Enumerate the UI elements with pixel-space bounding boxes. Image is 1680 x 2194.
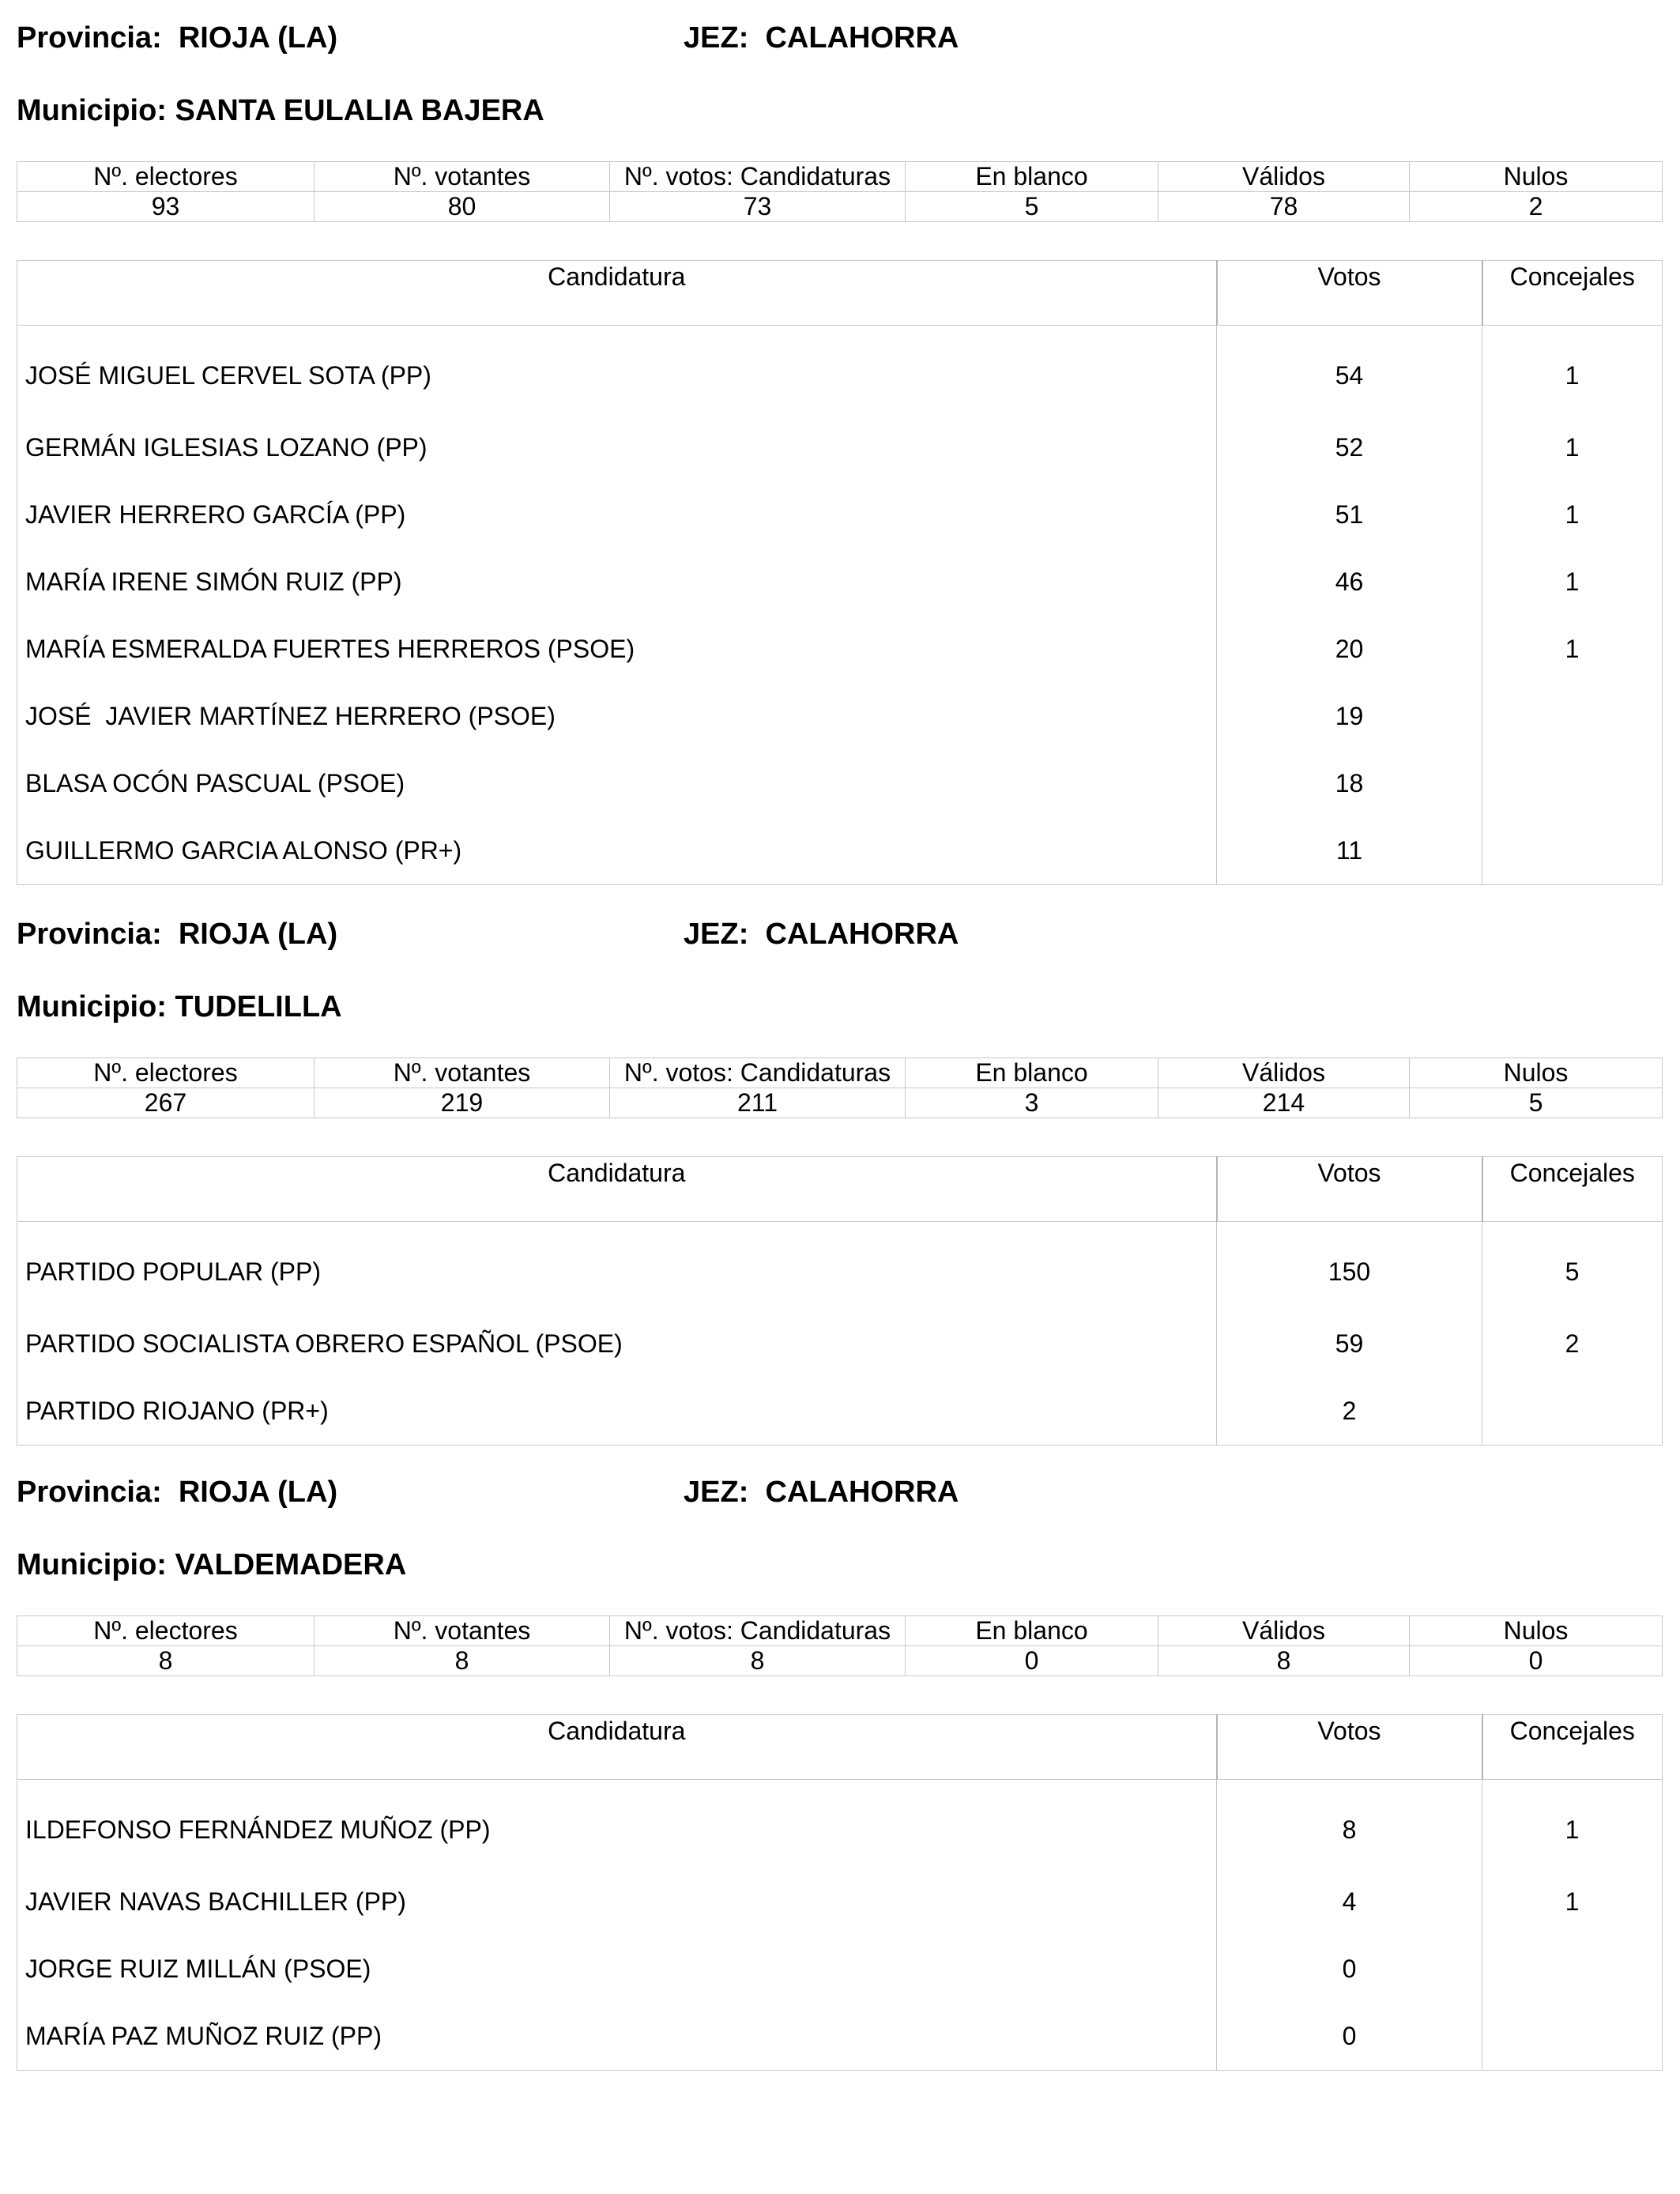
- candidate-concejales: [1482, 683, 1663, 750]
- section-header: [17, 910, 1662, 958]
- candidate-concejales: 1: [1482, 616, 1663, 683]
- municipio-section: [17, 1468, 1662, 2071]
- value-votos-candidaturas: 8: [610, 1646, 906, 1676]
- candidate-votes: 20: [1217, 616, 1482, 683]
- table-row: [17, 683, 1663, 750]
- table-row: [17, 1310, 1663, 1378]
- header-votantes: Nº. votantes: [315, 162, 610, 192]
- candidate-votes: 150: [1217, 1222, 1482, 1311]
- provincia-heading: Provincia: RIOJA (LA): [17, 1476, 338, 1509]
- header-nulos: Nulos: [1410, 1616, 1663, 1646]
- header-votos: Votos: [1217, 1157, 1482, 1222]
- candidate-votes: 8: [1217, 1780, 1482, 1869]
- table-row: [17, 1936, 1663, 2003]
- summary-header-row: [17, 1616, 1663, 1646]
- candidate-name: JAVIER HERRERO GARCÍA (PP): [17, 481, 1217, 548]
- candidate-concejales: 2: [1482, 1310, 1663, 1378]
- municipio-heading: Municipio: SANTA EULALIA BAJERA: [17, 94, 544, 127]
- header-candidatura: Candidatura: [17, 261, 1217, 326]
- value-nulos: 2: [1410, 192, 1663, 222]
- value-votantes: 80: [315, 192, 610, 222]
- candidate-votes: 59: [1217, 1310, 1482, 1378]
- table-row: [17, 817, 1663, 885]
- candidate-name: JAVIER NAVAS BACHILLER (PP): [17, 1868, 1217, 1936]
- candidate-votes: 19: [1217, 683, 1482, 750]
- candidate-concejales: 1: [1482, 1780, 1663, 1869]
- value-nulos: 5: [1410, 1088, 1663, 1118]
- table-row: [17, 1780, 1663, 1869]
- candidate-votes: 18: [1217, 750, 1482, 817]
- candidate-votes: 0: [1217, 1936, 1482, 2003]
- header-concejales: Concejales: [1482, 1157, 1663, 1222]
- table-row: [17, 750, 1663, 817]
- provincia-heading: Provincia: RIOJA (LA): [17, 918, 338, 951]
- candidate-name: GUILLERMO GARCIA ALONSO (PR+): [17, 817, 1217, 885]
- candidate-concejales: 1: [1482, 548, 1663, 616]
- summary-value-row: [17, 192, 1663, 222]
- value-electores: 267: [17, 1088, 315, 1118]
- header-votos: Votos: [1217, 1715, 1482, 1780]
- value-en-blanco: 5: [906, 192, 1158, 222]
- candidate-votes: 51: [1217, 481, 1482, 548]
- candidates-header-row: [17, 1157, 1663, 1222]
- candidates-header-row: [17, 1715, 1663, 1780]
- value-validos: 8: [1158, 1646, 1410, 1676]
- header-votos-candidaturas: Nº. votos: Candidaturas: [610, 1616, 906, 1646]
- header-en-blanco: En blanco: [906, 162, 1158, 192]
- summary-value-row: [17, 1646, 1663, 1676]
- candidate-name: MARÍA PAZ MUÑOZ RUIZ (PP): [17, 2003, 1217, 2071]
- value-en-blanco: 3: [906, 1088, 1158, 1118]
- header-candidatura: Candidatura: [17, 1715, 1217, 1780]
- jez-heading: JEZ: CALAHORRA: [684, 918, 959, 951]
- header-concejales: Concejales: [1482, 1715, 1663, 1780]
- candidate-name: JORGE RUIZ MILLÁN (PSOE): [17, 1936, 1217, 2003]
- candidate-votes: 11: [1217, 817, 1482, 885]
- value-nulos: 0: [1410, 1646, 1663, 1676]
- summary-header-row: [17, 162, 1663, 192]
- header-validos: Válidos: [1158, 1058, 1410, 1088]
- candidate-name: JOSÉ MIGUEL CERVEL SOTA (PP): [17, 326, 1217, 415]
- value-validos: 78: [1158, 192, 1410, 222]
- candidate-votes: 0: [1217, 2003, 1482, 2071]
- candidates-table: [17, 1714, 1663, 2071]
- candidate-votes: 46: [1217, 548, 1482, 616]
- candidate-concejales: [1482, 2003, 1663, 2071]
- candidate-concejales: 1: [1482, 1868, 1663, 1936]
- provincia-heading: Provincia: RIOJA (LA): [17, 21, 338, 55]
- header-votos-candidaturas: Nº. votos: Candidaturas: [610, 1058, 906, 1088]
- candidates-table: [17, 260, 1663, 885]
- candidate-concejales: 1: [1482, 326, 1663, 415]
- candidate-name: PARTIDO POPULAR (PP): [17, 1222, 1217, 1311]
- candidate-name: PARTIDO SOCIALISTA OBRERO ESPAÑOL (PSOE): [17, 1310, 1217, 1378]
- candidates-table: [17, 1156, 1663, 1446]
- candidate-votes: 2: [1217, 1378, 1482, 1446]
- candidate-concejales: 1: [1482, 481, 1663, 548]
- table-row: [17, 548, 1663, 616]
- candidate-votes: 52: [1217, 414, 1482, 481]
- header-en-blanco: En blanco: [906, 1616, 1158, 1646]
- value-validos: 214: [1158, 1088, 1410, 1118]
- table-row: [17, 414, 1663, 481]
- value-votos-candidaturas: 73: [610, 192, 906, 222]
- header-electores: Nº. electores: [17, 1058, 315, 1088]
- candidate-name: MARÍA ESMERALDA FUERTES HERREROS (PSOE): [17, 616, 1217, 683]
- header-en-blanco: En blanco: [906, 1058, 1158, 1088]
- jez-heading: JEZ: CALAHORRA: [684, 1476, 959, 1509]
- candidate-name: ILDEFONSO FERNÁNDEZ MUÑOZ (PP): [17, 1780, 1217, 1869]
- candidate-concejales: [1482, 1378, 1663, 1446]
- municipio-heading: Municipio: VALDEMADERA: [17, 1548, 407, 1581]
- summary-table: [17, 1057, 1663, 1118]
- value-electores: 93: [17, 192, 315, 222]
- municipio-section: [17, 14, 1662, 885]
- table-row: [17, 2003, 1663, 2071]
- section-header: [17, 14, 1662, 62]
- value-electores: 8: [17, 1646, 315, 1676]
- header-nulos: Nulos: [1410, 162, 1663, 192]
- header-votos-candidaturas: Nº. votos: Candidaturas: [610, 162, 906, 192]
- header-votos: Votos: [1217, 261, 1482, 326]
- candidate-name: GERMÁN IGLESIAS LOZANO (PP): [17, 414, 1217, 481]
- table-row: [17, 1868, 1663, 1936]
- table-row: [17, 1378, 1663, 1446]
- value-en-blanco: 0: [906, 1646, 1158, 1676]
- candidate-votes: 54: [1217, 326, 1482, 415]
- header-candidatura: Candidatura: [17, 1157, 1217, 1222]
- candidate-concejales: 5: [1482, 1222, 1663, 1311]
- header-electores: Nº. electores: [17, 1616, 315, 1646]
- value-votos-candidaturas: 211: [610, 1088, 906, 1118]
- section-header: [17, 1468, 1662, 1516]
- candidate-name: MARÍA IRENE SIMÓN RUIZ (PP): [17, 548, 1217, 616]
- candidate-name: PARTIDO RIOJANO (PR+): [17, 1378, 1217, 1446]
- value-votantes: 219: [315, 1088, 610, 1118]
- table-row: [17, 1222, 1663, 1311]
- candidates-header-row: [17, 261, 1663, 326]
- candidate-name: JOSÉ JAVIER MARTÍNEZ HERRERO (PSOE): [17, 683, 1217, 750]
- summary-header-row: [17, 1058, 1663, 1088]
- header-votantes: Nº. votantes: [315, 1616, 610, 1646]
- header-votantes: Nº. votantes: [315, 1058, 610, 1088]
- candidate-concejales: [1482, 750, 1663, 817]
- table-row: [17, 326, 1663, 415]
- candidate-concejales: [1482, 817, 1663, 885]
- candidate-concejales: [1482, 1936, 1663, 2003]
- candidate-votes: 4: [1217, 1868, 1482, 1936]
- candidate-name: BLASA OCÓN PASCUAL (PSOE): [17, 750, 1217, 817]
- summary-table: [17, 161, 1663, 222]
- jez-heading: JEZ: CALAHORRA: [684, 21, 959, 55]
- summary-table: [17, 1615, 1663, 1676]
- header-validos: Válidos: [1158, 162, 1410, 192]
- header-nulos: Nulos: [1410, 1058, 1663, 1088]
- municipio-heading: Municipio: TUDELILLA: [17, 990, 342, 1023]
- table-row: [17, 481, 1663, 548]
- table-row: [17, 616, 1663, 683]
- header-electores: Nº. electores: [17, 162, 315, 192]
- header-validos: Válidos: [1158, 1616, 1410, 1646]
- header-concejales: Concejales: [1482, 261, 1663, 326]
- candidate-concejales: 1: [1482, 414, 1663, 481]
- summary-value-row: [17, 1088, 1663, 1118]
- value-votantes: 8: [315, 1646, 610, 1676]
- municipio-section: [17, 910, 1662, 1446]
